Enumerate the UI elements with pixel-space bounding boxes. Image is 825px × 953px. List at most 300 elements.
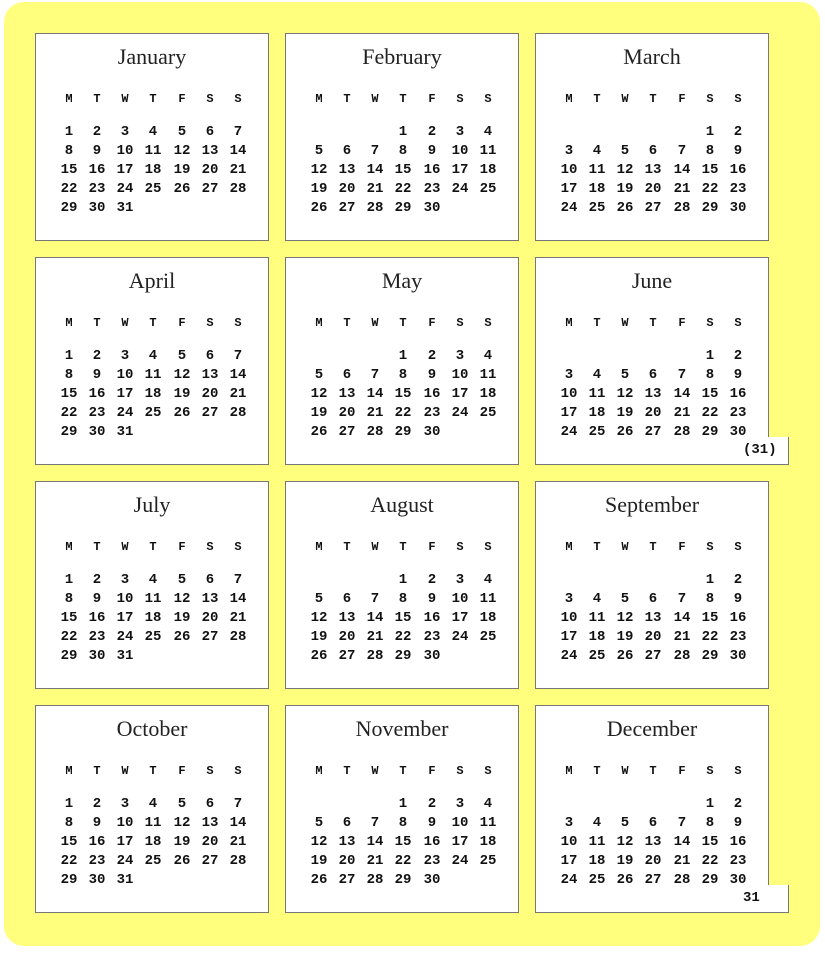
day-cell: 6 bbox=[648, 815, 658, 831]
day-cell: 24 bbox=[560, 424, 578, 440]
weekday-header: W bbox=[371, 540, 379, 554]
day-cell: 8 bbox=[64, 591, 74, 607]
day-cell: 17 bbox=[451, 834, 469, 850]
day-cell: 11 bbox=[588, 834, 606, 850]
day-cell: 20 bbox=[338, 629, 356, 645]
day-cell: 17 bbox=[116, 162, 134, 178]
day-cell: 8 bbox=[398, 367, 408, 383]
day-cell: 13 bbox=[201, 367, 219, 383]
day-cell: 12 bbox=[310, 834, 328, 850]
day-cell: 26 bbox=[616, 648, 634, 664]
weekday-header: M bbox=[65, 316, 73, 330]
day-cell: 13 bbox=[644, 162, 662, 178]
day-cell: 20 bbox=[644, 181, 662, 197]
day-cell: 1 bbox=[398, 348, 408, 364]
day-cell: 4 bbox=[483, 124, 493, 140]
day-cell: 30 bbox=[729, 648, 747, 664]
day-cell: 3 bbox=[455, 348, 465, 364]
weekday-header: M bbox=[315, 764, 323, 778]
day-cell: 28 bbox=[229, 181, 247, 197]
day-cell: 9 bbox=[427, 143, 437, 159]
day-cell: 23 bbox=[423, 181, 441, 197]
day-cell: 18 bbox=[588, 853, 606, 869]
day-cell: 1 bbox=[64, 796, 74, 812]
day-cell: 5 bbox=[314, 815, 324, 831]
day-cell: 20 bbox=[644, 405, 662, 421]
weekday-header: T bbox=[593, 764, 601, 778]
weekday-header: S bbox=[206, 764, 214, 778]
day-cell: 22 bbox=[394, 405, 412, 421]
month-december bbox=[535, 705, 769, 913]
day-cell: 12 bbox=[173, 143, 191, 159]
day-cell: 26 bbox=[173, 853, 191, 869]
day-cell: 3 bbox=[120, 348, 130, 364]
weekday-header: T bbox=[343, 764, 351, 778]
weekday-header: F bbox=[678, 92, 686, 106]
month-title: February bbox=[362, 44, 442, 69]
day-cell: 29 bbox=[394, 648, 412, 664]
day-cell: 29 bbox=[60, 200, 78, 216]
day-cell: 28 bbox=[673, 648, 691, 664]
day-cell: 8 bbox=[398, 591, 408, 607]
extra-day-cell: (31) bbox=[743, 442, 777, 458]
weekday-header: T bbox=[593, 540, 601, 554]
day-cell: 25 bbox=[588, 872, 606, 888]
weekday-header: S bbox=[456, 92, 464, 106]
day-cell: 19 bbox=[310, 181, 328, 197]
day-cell: 6 bbox=[342, 591, 352, 607]
day-cell: 29 bbox=[701, 424, 719, 440]
day-cell: 26 bbox=[616, 200, 634, 216]
weekday-header: F bbox=[428, 316, 436, 330]
day-cell: 19 bbox=[310, 405, 328, 421]
month-january bbox=[35, 33, 269, 241]
day-cell: 7 bbox=[677, 815, 687, 831]
day-cell: 12 bbox=[310, 162, 328, 178]
weekday-header: S bbox=[734, 316, 742, 330]
day-cell: 18 bbox=[144, 162, 162, 178]
day-cell: 2 bbox=[427, 124, 437, 140]
day-cell: 23 bbox=[729, 181, 747, 197]
day-cell: 22 bbox=[394, 629, 412, 645]
day-cell: 7 bbox=[370, 591, 380, 607]
day-cell: 3 bbox=[120, 572, 130, 588]
day-cell: 4 bbox=[148, 572, 158, 588]
day-cell: 11 bbox=[479, 367, 497, 383]
day-cell: 19 bbox=[310, 853, 328, 869]
day-cell: 21 bbox=[229, 162, 247, 178]
day-cell: 9 bbox=[427, 367, 437, 383]
day-cell: 29 bbox=[60, 424, 78, 440]
weekday-header: W bbox=[371, 764, 379, 778]
day-cell: 4 bbox=[483, 796, 493, 812]
day-cell: 8 bbox=[705, 143, 715, 159]
day-cell: 5 bbox=[314, 367, 324, 383]
day-cell: 29 bbox=[394, 872, 412, 888]
day-cell: 5 bbox=[177, 124, 187, 140]
day-cell: 30 bbox=[88, 200, 106, 216]
weekday-header: M bbox=[565, 316, 573, 330]
day-cell: 9 bbox=[427, 591, 437, 607]
day-cell: 8 bbox=[64, 367, 74, 383]
day-cell: 27 bbox=[644, 872, 662, 888]
day-cell: 18 bbox=[588, 405, 606, 421]
day-cell: 9 bbox=[733, 143, 743, 159]
day-cell: 1 bbox=[64, 348, 74, 364]
day-cell: 24 bbox=[116, 405, 134, 421]
day-cell: 24 bbox=[560, 200, 578, 216]
day-cell: 9 bbox=[92, 591, 102, 607]
weekday-header: W bbox=[621, 764, 629, 778]
day-cell: 27 bbox=[644, 424, 662, 440]
month-title: July bbox=[133, 492, 171, 517]
day-cell: 5 bbox=[314, 143, 324, 159]
day-cell: 17 bbox=[451, 610, 469, 626]
day-cell: 16 bbox=[729, 162, 747, 178]
day-cell: 20 bbox=[644, 629, 662, 645]
day-cell: 15 bbox=[394, 834, 412, 850]
weekday-header: F bbox=[678, 764, 686, 778]
day-cell: 30 bbox=[729, 424, 747, 440]
day-cell: 18 bbox=[588, 629, 606, 645]
day-cell: 22 bbox=[60, 405, 78, 421]
weekday-header: W bbox=[621, 540, 629, 554]
day-cell: 11 bbox=[144, 815, 162, 831]
day-cell: 24 bbox=[116, 181, 134, 197]
day-cell: 31 bbox=[116, 424, 134, 440]
day-cell: 22 bbox=[701, 181, 719, 197]
day-cell: 10 bbox=[116, 815, 134, 831]
day-cell: 16 bbox=[423, 162, 441, 178]
day-cell: 23 bbox=[88, 629, 106, 645]
day-cell: 24 bbox=[451, 405, 469, 421]
day-cell: 11 bbox=[479, 815, 497, 831]
day-cell: 31 bbox=[116, 648, 134, 664]
day-cell: 15 bbox=[701, 610, 719, 626]
weekday-header: T bbox=[593, 316, 601, 330]
day-cell: 28 bbox=[366, 648, 384, 664]
weekday-header: T bbox=[399, 540, 407, 554]
day-cell: 22 bbox=[701, 405, 719, 421]
day-cell: 9 bbox=[427, 815, 437, 831]
day-cell: 15 bbox=[394, 162, 412, 178]
day-cell: 21 bbox=[366, 853, 384, 869]
day-cell: 10 bbox=[451, 367, 469, 383]
day-cell: 1 bbox=[705, 348, 715, 364]
day-cell: 29 bbox=[60, 872, 78, 888]
weekday-header: W bbox=[121, 540, 129, 554]
month-title: August bbox=[370, 492, 434, 517]
day-cell: 3 bbox=[120, 796, 130, 812]
day-cell: 3 bbox=[564, 815, 574, 831]
day-cell: 11 bbox=[479, 591, 497, 607]
day-cell: 27 bbox=[201, 629, 219, 645]
day-cell: 21 bbox=[366, 629, 384, 645]
weekday-header: F bbox=[178, 540, 186, 554]
day-cell: 13 bbox=[644, 834, 662, 850]
day-cell: 15 bbox=[394, 610, 412, 626]
day-cell: 24 bbox=[451, 181, 469, 197]
weekday-header: M bbox=[65, 92, 73, 106]
day-cell: 10 bbox=[116, 591, 134, 607]
day-cell: 12 bbox=[173, 367, 191, 383]
weekday-header: T bbox=[343, 316, 351, 330]
day-cell: 3 bbox=[455, 572, 465, 588]
weekday-header: F bbox=[428, 540, 436, 554]
day-cell: 5 bbox=[620, 367, 630, 383]
day-cell: 29 bbox=[394, 200, 412, 216]
day-cell: 26 bbox=[310, 200, 328, 216]
day-cell: 6 bbox=[648, 591, 658, 607]
weekday-header: S bbox=[734, 92, 742, 106]
month-title: May bbox=[381, 268, 423, 293]
weekday-header: F bbox=[178, 92, 186, 106]
weekday-header: S bbox=[484, 316, 492, 330]
day-cell: 9 bbox=[733, 815, 743, 831]
day-cell: 2 bbox=[92, 348, 102, 364]
day-cell: 20 bbox=[644, 853, 662, 869]
day-cell: 13 bbox=[338, 386, 356, 402]
day-cell: 28 bbox=[673, 872, 691, 888]
weekday-header: T bbox=[649, 540, 657, 554]
day-cell: 27 bbox=[201, 405, 219, 421]
weekday-header: M bbox=[315, 540, 323, 554]
day-cell: 6 bbox=[342, 815, 352, 831]
day-cell: 28 bbox=[229, 629, 247, 645]
day-cell: 6 bbox=[648, 367, 658, 383]
day-cell: 23 bbox=[729, 405, 747, 421]
month-october bbox=[35, 705, 269, 913]
day-cell: 7 bbox=[677, 367, 687, 383]
day-cell: 23 bbox=[423, 853, 441, 869]
day-cell: 27 bbox=[338, 200, 356, 216]
weekday-header: S bbox=[734, 764, 742, 778]
day-cell: 29 bbox=[701, 872, 719, 888]
weekday-header: S bbox=[456, 316, 464, 330]
weekday-header: T bbox=[93, 764, 101, 778]
day-cell: 25 bbox=[144, 853, 162, 869]
day-cell: 2 bbox=[733, 796, 743, 812]
day-cell: 28 bbox=[229, 853, 247, 869]
day-cell: 26 bbox=[173, 405, 191, 421]
weekday-header: S bbox=[484, 764, 492, 778]
day-cell: 11 bbox=[144, 367, 162, 383]
day-cell: 10 bbox=[560, 162, 578, 178]
weekday-header: S bbox=[234, 764, 242, 778]
weekday-header: M bbox=[65, 540, 73, 554]
day-cell: 21 bbox=[229, 386, 247, 402]
day-cell: 7 bbox=[370, 143, 380, 159]
day-cell: 30 bbox=[88, 872, 106, 888]
day-cell: 5 bbox=[620, 815, 630, 831]
day-cell: 23 bbox=[88, 181, 106, 197]
weekday-header: S bbox=[206, 316, 214, 330]
day-cell: 27 bbox=[201, 181, 219, 197]
day-cell: 13 bbox=[201, 591, 219, 607]
day-cell: 2 bbox=[733, 348, 743, 364]
day-cell: 15 bbox=[60, 610, 78, 626]
day-cell: 16 bbox=[88, 162, 106, 178]
extra-day-cell: 31 bbox=[743, 890, 760, 906]
weekday-header: T bbox=[149, 316, 157, 330]
day-cell: 25 bbox=[588, 424, 606, 440]
weekday-header: M bbox=[315, 316, 323, 330]
month-may bbox=[285, 257, 519, 465]
weekday-header: W bbox=[371, 316, 379, 330]
day-cell: 25 bbox=[144, 405, 162, 421]
day-cell: 12 bbox=[616, 162, 634, 178]
day-cell: 16 bbox=[423, 834, 441, 850]
day-cell: 14 bbox=[366, 610, 384, 626]
day-cell: 19 bbox=[310, 629, 328, 645]
day-cell: 27 bbox=[338, 424, 356, 440]
day-cell: 22 bbox=[60, 853, 78, 869]
weekday-header: F bbox=[178, 316, 186, 330]
day-cell: 20 bbox=[201, 610, 219, 626]
day-cell: 10 bbox=[116, 367, 134, 383]
day-cell: 30 bbox=[729, 872, 747, 888]
month-september bbox=[535, 481, 769, 689]
day-cell: 12 bbox=[173, 591, 191, 607]
day-cell: 23 bbox=[729, 629, 747, 645]
day-cell: 16 bbox=[88, 610, 106, 626]
day-cell: 20 bbox=[201, 834, 219, 850]
day-cell: 10 bbox=[116, 143, 134, 159]
weekday-header: S bbox=[706, 92, 714, 106]
day-cell: 6 bbox=[205, 796, 215, 812]
day-cell: 16 bbox=[423, 386, 441, 402]
day-cell: 30 bbox=[88, 648, 106, 664]
weekday-header: S bbox=[484, 540, 492, 554]
day-cell: 17 bbox=[451, 162, 469, 178]
day-cell: 11 bbox=[588, 610, 606, 626]
day-cell: 18 bbox=[479, 834, 497, 850]
day-cell: 14 bbox=[366, 386, 384, 402]
day-cell: 4 bbox=[592, 367, 602, 383]
day-cell: 10 bbox=[560, 834, 578, 850]
day-cell: 15 bbox=[394, 386, 412, 402]
day-cell: 14 bbox=[229, 143, 247, 159]
day-cell: 13 bbox=[644, 610, 662, 626]
day-cell: 4 bbox=[148, 124, 158, 140]
day-cell: 21 bbox=[366, 405, 384, 421]
day-cell: 14 bbox=[673, 386, 691, 402]
day-cell: 21 bbox=[366, 181, 384, 197]
month-title: June bbox=[631, 268, 673, 293]
day-cell: 17 bbox=[560, 181, 578, 197]
day-cell: 11 bbox=[588, 162, 606, 178]
day-cell: 26 bbox=[310, 424, 328, 440]
day-cell: 13 bbox=[338, 610, 356, 626]
day-cell: 14 bbox=[673, 610, 691, 626]
day-cell: 19 bbox=[616, 405, 634, 421]
weekday-header: T bbox=[649, 316, 657, 330]
day-cell: 11 bbox=[588, 386, 606, 402]
day-cell: 3 bbox=[455, 124, 465, 140]
day-cell: 19 bbox=[616, 181, 634, 197]
day-cell: 17 bbox=[560, 629, 578, 645]
day-cell: 17 bbox=[560, 853, 578, 869]
day-cell: 11 bbox=[144, 591, 162, 607]
day-cell: 31 bbox=[116, 200, 134, 216]
day-cell: 15 bbox=[701, 386, 719, 402]
month-march bbox=[535, 33, 769, 241]
day-cell: 13 bbox=[338, 162, 356, 178]
day-cell: 21 bbox=[673, 629, 691, 645]
day-cell: 5 bbox=[620, 143, 630, 159]
day-cell: 9 bbox=[733, 591, 743, 607]
day-cell: 21 bbox=[229, 610, 247, 626]
day-cell: 24 bbox=[560, 872, 578, 888]
day-cell: 13 bbox=[201, 815, 219, 831]
day-cell: 6 bbox=[205, 348, 215, 364]
weekday-header: S bbox=[206, 540, 214, 554]
day-cell: 8 bbox=[64, 815, 74, 831]
day-cell: 30 bbox=[423, 200, 441, 216]
day-cell: 2 bbox=[427, 796, 437, 812]
weekday-header: S bbox=[484, 92, 492, 106]
day-cell: 20 bbox=[338, 181, 356, 197]
day-cell: 21 bbox=[673, 853, 691, 869]
weekday-header: S bbox=[456, 540, 464, 554]
day-cell: 1 bbox=[398, 796, 408, 812]
weekday-header: W bbox=[121, 92, 129, 106]
day-cell: 7 bbox=[233, 124, 243, 140]
month-november bbox=[285, 705, 519, 913]
month-title: September bbox=[604, 492, 700, 517]
day-cell: 2 bbox=[92, 124, 102, 140]
day-cell: 18 bbox=[144, 610, 162, 626]
day-cell: 3 bbox=[564, 367, 574, 383]
day-cell: 2 bbox=[92, 572, 102, 588]
day-cell: 4 bbox=[483, 348, 493, 364]
month-february bbox=[285, 33, 519, 241]
weekday-header: S bbox=[234, 316, 242, 330]
day-cell: 12 bbox=[616, 610, 634, 626]
weekday-header: M bbox=[565, 764, 573, 778]
day-cell: 15 bbox=[701, 834, 719, 850]
day-cell: 16 bbox=[88, 386, 106, 402]
day-cell: 6 bbox=[205, 572, 215, 588]
day-cell: 12 bbox=[310, 386, 328, 402]
day-cell: 3 bbox=[455, 796, 465, 812]
weekday-header: T bbox=[149, 92, 157, 106]
weekday-header: T bbox=[93, 540, 101, 554]
day-cell: 12 bbox=[616, 386, 634, 402]
weekday-header: S bbox=[706, 764, 714, 778]
weekday-header: F bbox=[678, 316, 686, 330]
day-cell: 12 bbox=[310, 610, 328, 626]
weekday-header: T bbox=[149, 540, 157, 554]
day-cell: 5 bbox=[177, 796, 187, 812]
month-title: January bbox=[117, 44, 187, 69]
day-cell: 4 bbox=[592, 591, 602, 607]
day-cell: 23 bbox=[88, 853, 106, 869]
weekday-header: W bbox=[121, 764, 129, 778]
day-cell: 22 bbox=[394, 181, 412, 197]
day-cell: 8 bbox=[705, 367, 715, 383]
day-cell: 7 bbox=[233, 348, 243, 364]
day-cell: 28 bbox=[229, 405, 247, 421]
day-cell: 11 bbox=[479, 143, 497, 159]
day-cell: 15 bbox=[60, 162, 78, 178]
day-cell: 17 bbox=[116, 610, 134, 626]
day-cell: 17 bbox=[451, 386, 469, 402]
day-cell: 14 bbox=[229, 367, 247, 383]
day-cell: 5 bbox=[620, 591, 630, 607]
day-cell: 8 bbox=[398, 815, 408, 831]
weekday-header: T bbox=[149, 764, 157, 778]
